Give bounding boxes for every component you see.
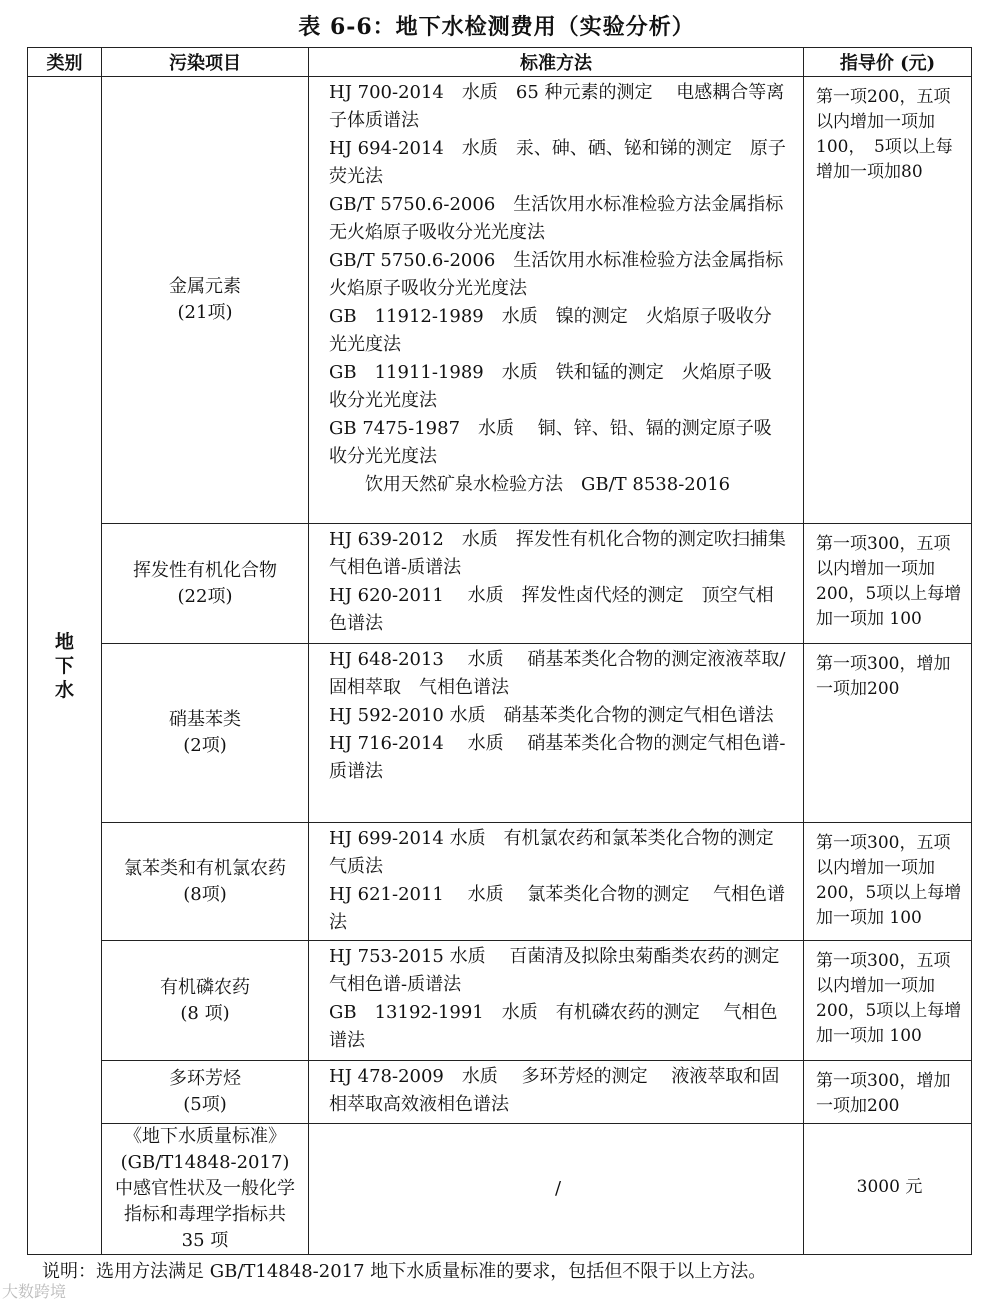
method-item: HJ 621-2011 水质 氯苯类化合物的测定 气相色谱法 (329, 884, 786, 933)
method-item: HJ 639-2012 水质 挥发性有机化合物的测定吹扫捕集气相色谱-质谱法 (329, 529, 786, 578)
method-item: HJ 592-2010 水质 硝基苯类化合物的测定气相色谱法 (329, 705, 774, 726)
header-price: 指导价 (元) (804, 48, 972, 77)
pollutant-cell (102, 823, 309, 941)
pollutant-count: (5项) (183, 1094, 227, 1115)
method-item: HJ 716-2014 水质 硝基苯类化合物的测定气相色谱-质谱法 (329, 733, 786, 782)
method-item: HJ 620-2011 水质 挥发性卤代烃的测定 顶空气相色谱法 (329, 585, 774, 634)
price-cell: 第一项300，五项以内增加一项加200，5项以上每增加一项加 100 (804, 941, 972, 1061)
table-row (28, 941, 972, 1061)
pollutant-name: 挥发性有机化合物 (133, 559, 277, 581)
pollutant-count: (22项) (177, 585, 233, 607)
table-row (28, 1061, 972, 1124)
method-item: HJ 648-2013 水质 硝基苯类化合物的测定液液萃取/固相萃取 气相色谱法 (329, 649, 786, 698)
fee-table (27, 47, 972, 1255)
method-item: HJ 753-2015 水质 百菌清及拟除虫菊酯类农药的测定 气相色谱-质谱法 (329, 946, 798, 995)
pollutant-cell (102, 524, 309, 644)
method-item: 饮用天然矿泉水检验方法 GB/T 8538-2016 (329, 474, 731, 495)
table-row (28, 1124, 972, 1255)
table-row (28, 644, 972, 823)
table-row (28, 77, 972, 524)
method-cell (309, 77, 804, 524)
table-row (28, 823, 972, 941)
method-cell (309, 1061, 804, 1124)
pollutant-cell (102, 941, 309, 1061)
method-cell (309, 1124, 804, 1255)
price-cell: 第一项200，五项以内增加一项加100， 5项以上每增加一项加80 (804, 77, 972, 524)
pollutant-name: 有机磷农药 (160, 976, 250, 998)
header-method: 标准方法 (309, 48, 804, 77)
pollutant-name: 《地下水质量标准》(GB/T14848-2017)中感官性状及一般化学指标和毒理学指标共 35 项 (115, 1126, 295, 1251)
method-item: GB 11911-1989 水质 铁和锰的测定 火焰原子吸收分光光度法 (329, 362, 772, 411)
method-item: GB 11912-1989 水质 镍的测定 火焰原子吸收分光光度法 (329, 306, 772, 355)
method-cell (309, 823, 804, 941)
header-item: 污染项目 (102, 48, 309, 77)
category-cell: 地下水 (28, 77, 102, 1255)
pollutant-name: 硝基苯类 (169, 709, 241, 730)
table-row (28, 524, 972, 644)
pollutant-count: (8 项) (180, 1002, 230, 1024)
method-item: HJ 700-2014 水质 65 种元素的测定 电感耦合等离子体质谱法 (329, 82, 785, 131)
method-cell (309, 524, 804, 644)
method-cell (309, 644, 804, 823)
pollutant-name: 金属元素 (169, 276, 241, 297)
pollutant-name: 氯苯类和有机氯农药 (124, 857, 286, 879)
method-item: GB/T 5750.6-2006 生活饮用水标准检验方法金属指标 无火焰原子吸收分光光度法 (329, 194, 802, 243)
pollutant-count: (2项) (183, 735, 227, 756)
method-item: HJ 478-2009 水质 多环芳烃的测定 液液萃取和固相萃取高效液相色谱法 (329, 1066, 780, 1115)
price-cell: 3000 元 (804, 1124, 972, 1255)
pollutant-count: (8项) (183, 883, 227, 905)
content (0, 47, 993, 1301)
method-item: HJ 699-2014 水质 有机氯农药和氯苯类化合物的测定 气质法 (329, 828, 792, 877)
method-item: / (554, 1178, 562, 1199)
header-category: 类别 (28, 48, 102, 77)
pollutant-cell (102, 77, 309, 524)
table-title: 表 6-6：地下水检测费用（实验分析） (298, 14, 695, 40)
pollutant-cell (102, 1124, 309, 1255)
method-item: GB/T 5750.6-2006 生活饮用水标准检验方法金属指标 火焰原子吸收分光光度法 (329, 250, 802, 299)
pollutant-cell (102, 644, 309, 823)
price-cell: 第一项300，增加一项加200 (804, 644, 972, 823)
method-cell (309, 941, 804, 1061)
pollutant-count: (21项) (177, 302, 233, 323)
method-item: GB 7475-1987 水质 铜、锌、铅、镉的测定原子吸收分光光度法 (329, 418, 772, 467)
footnote: 说明：选用方法满足 GB/T14848-2017 地下水质量标准的要求，包括但不限于以上方法。 (42, 1261, 767, 1282)
pollutant-cell (102, 1061, 309, 1124)
price-cell: 第一项300，五项以内增加一项加200，5项以上每增加一项加 100 (804, 823, 972, 941)
method-item: GB 13192-1991 水质 有机磷农药的测定 气相色谱法 (329, 1002, 778, 1051)
price-cell: 第一项300，增加一项加200 (804, 1061, 972, 1124)
pollutant-name: 多环芳烃 (169, 1068, 241, 1089)
method-item: HJ 694-2014 水质 汞、砷、硒、铋和锑的测定 原子荧光法 (329, 138, 786, 187)
watermark: 大数跨境 (2, 1282, 67, 1301)
price-cell: 第一项300，五项以内增加一项加200，5项以上每增加一项加 100 (804, 524, 972, 644)
